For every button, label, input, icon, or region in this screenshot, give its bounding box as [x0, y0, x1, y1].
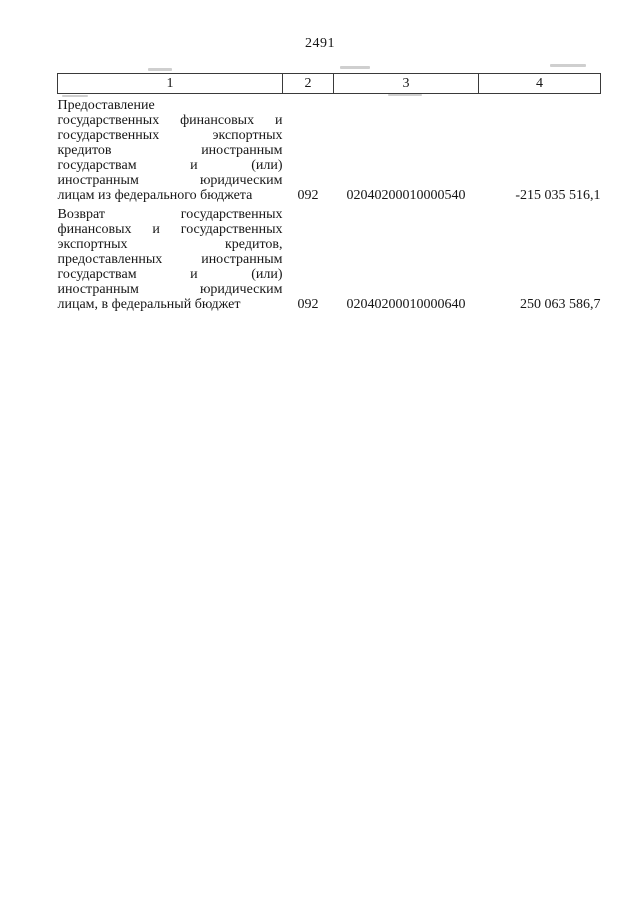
- row-classification-code: 02040200010000640: [346, 297, 466, 312]
- row-agency-code: 092: [297, 297, 319, 312]
- header-cell-col4: 4: [479, 74, 601, 94]
- row-amount: 250 063 586,7: [520, 297, 601, 312]
- row-amount: -215 035 516,1: [515, 188, 601, 203]
- table-row: [58, 203, 601, 312]
- table-row: [58, 94, 601, 204]
- table-header-row: [58, 74, 601, 94]
- page-number: 2491: [305, 36, 335, 51]
- budget-table: [57, 73, 601, 312]
- scan-artifact: [550, 64, 586, 67]
- header-cell-col3: 3: [334, 74, 479, 94]
- row-name: Предоставление государственных финансовых и государственных экспортных кредитов иностранным государствам и (или) иностранным юридическим лицам из федерального бюджета: [57, 98, 283, 203]
- header-cell-col1: 1: [58, 74, 283, 94]
- header-cell-col2: 2: [283, 74, 334, 94]
- row-agency-code: 092: [297, 188, 319, 203]
- row-classification-code: 02040200010000540: [346, 188, 466, 203]
- scan-artifact: [340, 66, 370, 69]
- row-name: Возврат государственных финансовых и государственных экспортных кредитов, предоставленных иностранным государствам и (или) иностранным юридическим лицам, в федеральный бюджет: [57, 207, 283, 312]
- scan-artifact: [148, 68, 172, 71]
